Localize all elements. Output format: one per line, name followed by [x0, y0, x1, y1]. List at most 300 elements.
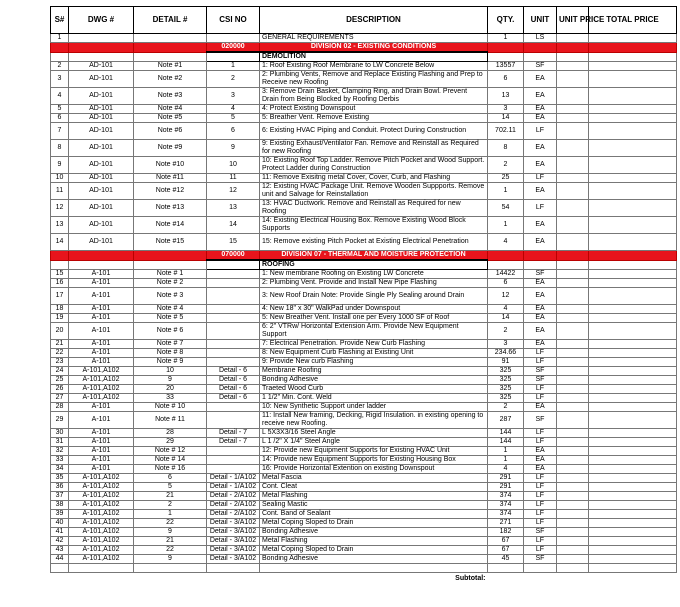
description: Metal Fascia: [260, 474, 488, 483]
description: 11: Remove Exisitng metal Cover, Cover, Curb, and Flashing: [260, 174, 488, 183]
col-header-sn: S#: [51, 7, 69, 34]
table-row: [51, 288, 677, 305]
csi-number: [207, 465, 260, 474]
quantity: 54: [488, 200, 524, 217]
csi-number: [207, 34, 260, 43]
section-cell: [524, 43, 557, 53]
col-header-unit: UNIT: [524, 7, 557, 34]
table-row: [51, 510, 677, 519]
unit-price: [557, 234, 589, 251]
description: 7: Electrical Penetration. Provide New Curb Flashing: [260, 340, 488, 349]
row-number: 8: [51, 140, 69, 157]
unit: EA: [524, 105, 557, 114]
bid-schedule-sheet: [50, 6, 676, 585]
quantity: 291: [488, 483, 524, 492]
csi-number: 5: [207, 114, 260, 123]
unit-price: [557, 483, 589, 492]
detail-number: 1: [134, 510, 207, 519]
total-price: [589, 519, 677, 528]
unit-price: [557, 438, 589, 447]
row-number: 39: [51, 510, 69, 519]
row-number: 24: [51, 367, 69, 376]
table-row: [51, 217, 677, 234]
dwg-number: A-101: [69, 314, 134, 323]
row-number: 31: [51, 438, 69, 447]
row-number: 37: [51, 492, 69, 501]
csi-number: 13: [207, 200, 260, 217]
dwg-number: AD-101: [69, 88, 134, 105]
csi-number: [207, 358, 260, 367]
unit: SF: [524, 376, 557, 385]
total-price: [589, 528, 677, 537]
csi-number: [207, 447, 260, 456]
unit: LF: [524, 483, 557, 492]
unit: EA: [524, 340, 557, 349]
total-price: [589, 174, 677, 183]
csi-number: 4: [207, 105, 260, 114]
subsection-cell: [51, 52, 69, 62]
dwg-number: A-101: [69, 447, 134, 456]
row-number: 10: [51, 174, 69, 183]
row-number: 11: [51, 183, 69, 200]
col-header-csi: CSI NO: [207, 7, 260, 34]
col-header-description: DESCRIPTION: [260, 7, 488, 34]
csi-number: [207, 323, 260, 340]
unit-price: [557, 340, 589, 349]
quantity: 1: [488, 34, 524, 43]
row-number: 43: [51, 546, 69, 555]
description: 9: Provide New curb Flashing: [260, 358, 488, 367]
csi-number: Detail - 3/A102: [207, 555, 260, 564]
row-number: 35: [51, 474, 69, 483]
unit: EA: [524, 217, 557, 234]
unit-price: [557, 288, 589, 305]
description: 5: Breather Vent. Remove Existing: [260, 114, 488, 123]
table-row: [51, 438, 677, 447]
dwg-number: A-101,A102: [69, 528, 134, 537]
dwg-number: A-101,A102: [69, 483, 134, 492]
quantity: 13: [488, 88, 524, 105]
unit: EA: [524, 288, 557, 305]
unit-price: [557, 510, 589, 519]
unit: SF: [524, 62, 557, 71]
section-cell: [524, 251, 557, 261]
row-number: 30: [51, 429, 69, 438]
table-row: [51, 403, 677, 412]
csi-number: [207, 403, 260, 412]
row-number: 12: [51, 200, 69, 217]
detail-number: 9: [134, 376, 207, 385]
subsection-cell: [488, 52, 524, 62]
unit: LF: [524, 429, 557, 438]
row-number: 16: [51, 279, 69, 288]
row-number: 36: [51, 483, 69, 492]
detail-number: 6: [134, 474, 207, 483]
total-price: [589, 123, 677, 140]
row-number: 4: [51, 88, 69, 105]
unit: EA: [524, 314, 557, 323]
total-price: [589, 510, 677, 519]
quantity: 45: [488, 555, 524, 564]
total-price: [589, 34, 677, 43]
detail-number: 2: [134, 501, 207, 510]
description: 1: New membrane Roofing on Existing LW Concrete: [260, 270, 488, 279]
subsection-row: [51, 260, 677, 270]
unit-price: [557, 429, 589, 438]
unit: EA: [524, 114, 557, 123]
description: 3: New Roof Drain Note: Provide Single Ply Sealing around Drain: [260, 288, 488, 305]
table-row: [51, 314, 677, 323]
division-title: DIVISION 02 - EXISTING CONDITIONS: [260, 43, 488, 53]
subsection-cell: [557, 52, 589, 62]
csi-number: 12: [207, 183, 260, 200]
unit: LF: [524, 394, 557, 403]
detail-number: Note #14: [134, 217, 207, 234]
description: 12: Provide new Equipment Supports for Existing HVAC Unit: [260, 447, 488, 456]
csi-number: Detail - 6: [207, 367, 260, 376]
quantity: 91: [488, 358, 524, 367]
dwg-number: AD-101: [69, 140, 134, 157]
unit: LF: [524, 492, 557, 501]
total-price: [589, 492, 677, 501]
total-price: [589, 349, 677, 358]
total-price: [589, 555, 677, 564]
csi-number: [207, 456, 260, 465]
total-price: [589, 465, 677, 474]
description: Traeted Wood Curb: [260, 385, 488, 394]
dwg-number: AD-101: [69, 234, 134, 251]
csi-number: Detail - 2/A102: [207, 510, 260, 519]
col-header-dwg: DWG #: [69, 7, 134, 34]
quantity: 6: [488, 71, 524, 88]
dwg-number: A-101: [69, 340, 134, 349]
subsection-cell: [488, 260, 524, 270]
dwg-number: A-101,A102: [69, 474, 134, 483]
csi-number: Detail - 2/A102: [207, 501, 260, 510]
row-number: 42: [51, 537, 69, 546]
table-row: [51, 323, 677, 340]
subsection-cell: [69, 260, 134, 270]
dwg-number: AD-101: [69, 157, 134, 174]
description: 14: Provide new Equipment Supports for Existing Housing Box: [260, 456, 488, 465]
table-row: [51, 305, 677, 314]
dwg-number: A-101: [69, 349, 134, 358]
dwg-number: AD-101: [69, 174, 134, 183]
subsection-title: DEMOLITION: [260, 52, 488, 62]
row-number: 22: [51, 349, 69, 358]
subtotal-label: Subtotal:: [51, 573, 488, 586]
unit: EA: [524, 88, 557, 105]
unit-price: [557, 501, 589, 510]
table-row: [51, 183, 677, 200]
csi-number: [207, 288, 260, 305]
unit: EA: [524, 234, 557, 251]
total-price: [589, 358, 677, 367]
table-row: [51, 105, 677, 114]
description: 1: Roof Existing Roof Membrane to LW Concrete Below: [260, 62, 488, 71]
dwg-number: A-101,A102: [69, 492, 134, 501]
total-price: [589, 447, 677, 456]
table-row: [51, 157, 677, 174]
total-price: [589, 394, 677, 403]
unit: LF: [524, 123, 557, 140]
quantity: 1: [488, 217, 524, 234]
quantity: 4: [488, 234, 524, 251]
quantity: 144: [488, 429, 524, 438]
detail-number: 21: [134, 492, 207, 501]
row-number: 23: [51, 358, 69, 367]
subsection-cell: [524, 52, 557, 62]
unit: LF: [524, 174, 557, 183]
subsection-cell: [134, 52, 207, 62]
total-price: [589, 323, 677, 340]
subsection-cell: [51, 260, 69, 270]
detail-number: Note # 6: [134, 323, 207, 340]
table-row: [51, 447, 677, 456]
quantity: 374: [488, 501, 524, 510]
detail-number: Note # 3: [134, 288, 207, 305]
detail-number: 28: [134, 429, 207, 438]
detail-number: Note # 14: [134, 456, 207, 465]
table-row: [51, 528, 677, 537]
unit: EA: [524, 305, 557, 314]
unit-price: [557, 492, 589, 501]
csi-number: 9: [207, 140, 260, 157]
quantity: 1: [488, 456, 524, 465]
total-price: [589, 62, 677, 71]
csi-number: Detail - 2/A102: [207, 492, 260, 501]
col-header-unit-price: UNIT PRICE: [557, 7, 589, 34]
unit-price: [557, 474, 589, 483]
section-csi: 020000: [207, 43, 260, 53]
description: 9: Existing Exhaust/Ventilator Fan. Remove and Reinstall as Required for new Roofing: [260, 140, 488, 157]
blank-row: [51, 564, 677, 573]
subsection-cell: [134, 260, 207, 270]
section-cell: [557, 251, 589, 261]
description: 2: Plumbing Vents, Remove and Replace Existing Flashing and Prep to Receive new Roofing: [260, 71, 488, 88]
unit-price: [557, 385, 589, 394]
unit-price: [557, 305, 589, 314]
table-row: [51, 88, 677, 105]
total-price: [589, 438, 677, 447]
description: 16: Provide Horizontal Extention on existing Downspout: [260, 465, 488, 474]
section-detail: [134, 251, 207, 261]
description: 13: HVAC Ductwork. Remove and Reinstall as Required for new Roofing: [260, 200, 488, 217]
detail-number: Note #4: [134, 105, 207, 114]
total-price: [589, 385, 677, 394]
description: 12: Existing HVAC Package Unit. Remove Wooden Suppports. Remove unit and Salvage for Reinstallation: [260, 183, 488, 200]
description: 5: New Breather Vent. Install one per Every 1000 SF of Roof: [260, 314, 488, 323]
section-sn: [51, 251, 69, 261]
table-row: [51, 340, 677, 349]
table-row: [51, 234, 677, 251]
detail-number: Note #1: [134, 62, 207, 71]
total-price: [589, 140, 677, 157]
section-cell: [488, 251, 524, 261]
unit-price: [557, 105, 589, 114]
unit-price: [557, 403, 589, 412]
detail-number: Note #3: [134, 88, 207, 105]
quantity: 67: [488, 537, 524, 546]
description: GENERAL REQUIREMENTS: [260, 34, 488, 43]
description: Bonding Adhesive: [260, 376, 488, 385]
description: L 1 /2" X 1/4" Steel Angle: [260, 438, 488, 447]
table-row: [51, 492, 677, 501]
table-row: [51, 62, 677, 71]
total-price: [589, 105, 677, 114]
row-number: 34: [51, 465, 69, 474]
row-number: 3: [51, 71, 69, 88]
total-price: [589, 340, 677, 349]
unit: EA: [524, 71, 557, 88]
description: 8: New Equipment Curb Flashing at Existing Unit: [260, 349, 488, 358]
unit-price: [557, 376, 589, 385]
detail-number: Note # 8: [134, 349, 207, 358]
row-number: 17: [51, 288, 69, 305]
table-body: [51, 34, 677, 564]
row-number: 27: [51, 394, 69, 403]
description: 4: New 18" x 30" WalkPad under Downspout: [260, 305, 488, 314]
description: 1 1/2" Min. Cont. Weld: [260, 394, 488, 403]
header-row: [51, 7, 677, 34]
table-row: [51, 174, 677, 183]
section-cell: [589, 251, 677, 261]
unit-price: [557, 183, 589, 200]
total-price: [589, 200, 677, 217]
description: 10: Existing Roof Top Ladder. Remove Pitch Pocket and Wood Support. Protect Ladder during Construction: [260, 157, 488, 174]
detail-number: 5: [134, 483, 207, 492]
unit-price: [557, 88, 589, 105]
table-row: [51, 412, 677, 429]
dwg-number: A-101,A102: [69, 501, 134, 510]
dwg-number: AD-101: [69, 217, 134, 234]
subsection-cell: [589, 260, 677, 270]
detail-number: Note # 5: [134, 314, 207, 323]
quantity: 2: [488, 403, 524, 412]
detail-number: 9: [134, 555, 207, 564]
row-number: 9: [51, 157, 69, 174]
csi-number: [207, 349, 260, 358]
subsection-csi: [207, 52, 260, 62]
dwg-number: A-101,A102: [69, 385, 134, 394]
dwg-number: A-101,A102: [69, 519, 134, 528]
csi-number: [207, 412, 260, 429]
csi-number: [207, 314, 260, 323]
detail-number: Note #2: [134, 71, 207, 88]
unit: SF: [524, 367, 557, 376]
table-row: [51, 367, 677, 376]
total-price: [589, 501, 677, 510]
row-number: 13: [51, 217, 69, 234]
bid-schedule-table: [50, 6, 677, 585]
row-number: 14: [51, 234, 69, 251]
unit-price: [557, 323, 589, 340]
unit: SF: [524, 528, 557, 537]
table-row: [51, 465, 677, 474]
quantity: 4: [488, 305, 524, 314]
quantity: 271: [488, 519, 524, 528]
table-row: [51, 537, 677, 546]
dwg-number: A-101: [69, 438, 134, 447]
description: Sealing Mastic: [260, 501, 488, 510]
row-number: 38: [51, 501, 69, 510]
detail-number: 33: [134, 394, 207, 403]
unit-price: [557, 519, 589, 528]
unit-price: [557, 412, 589, 429]
subsection-row: [51, 52, 677, 62]
dwg-number: A-101: [69, 288, 134, 305]
unit-price: [557, 394, 589, 403]
quantity: 1: [488, 183, 524, 200]
table-row: [51, 546, 677, 555]
detail-number: Note # 9: [134, 358, 207, 367]
section-sn: [51, 43, 69, 53]
unit: EA: [524, 323, 557, 340]
description: Cont. Band of Sealant: [260, 510, 488, 519]
unit-price: [557, 123, 589, 140]
unit-price: [557, 555, 589, 564]
detail-number: Note #13: [134, 200, 207, 217]
detail-number: Note #5: [134, 114, 207, 123]
unit: EA: [524, 183, 557, 200]
unit-price: [557, 279, 589, 288]
table-row: [51, 376, 677, 385]
row-number: 26: [51, 385, 69, 394]
csi-number: Detail - 3/A102: [207, 537, 260, 546]
csi-number: 14: [207, 217, 260, 234]
detail-number: Note #9: [134, 140, 207, 157]
description: Metal Flashing: [260, 537, 488, 546]
subsection-cell: [589, 52, 677, 62]
unit-price: [557, 465, 589, 474]
division-header-row: [51, 43, 677, 53]
total-price: [589, 483, 677, 492]
unit: LF: [524, 537, 557, 546]
unit: EA: [524, 403, 557, 412]
dwg-number: AD-101: [69, 114, 134, 123]
unit: LF: [524, 385, 557, 394]
unit: LS: [524, 34, 557, 43]
csi-number: Detail - 1/A102: [207, 474, 260, 483]
csi-number: [207, 279, 260, 288]
row-number: 25: [51, 376, 69, 385]
unit-price: [557, 157, 589, 174]
table-row: [51, 123, 677, 140]
dwg-number: A-101: [69, 279, 134, 288]
dwg-number: AD-101: [69, 71, 134, 88]
quantity: 14: [488, 314, 524, 323]
detail-number: 9: [134, 528, 207, 537]
dwg-number: A-101,A102: [69, 510, 134, 519]
csi-number: 2: [207, 71, 260, 88]
table-row: [51, 501, 677, 510]
unit-price: [557, 114, 589, 123]
col-header-qty: QTY.: [488, 7, 524, 34]
description: Membrane Roofing: [260, 367, 488, 376]
unit-price: [557, 200, 589, 217]
description: 14: Existing Electrical Housing Box. Remove Existing Wood Block Supports: [260, 217, 488, 234]
csi-number: Detail - 7: [207, 429, 260, 438]
quantity: 325: [488, 385, 524, 394]
description: 4: Protect Existing Downspout: [260, 105, 488, 114]
unit-price: [557, 217, 589, 234]
detail-number: Note #6: [134, 123, 207, 140]
total-price: [589, 429, 677, 438]
subsection-cell: [524, 260, 557, 270]
unit-price: [557, 140, 589, 157]
subsection-title: ROOFING: [260, 260, 488, 270]
unit: EA: [524, 157, 557, 174]
